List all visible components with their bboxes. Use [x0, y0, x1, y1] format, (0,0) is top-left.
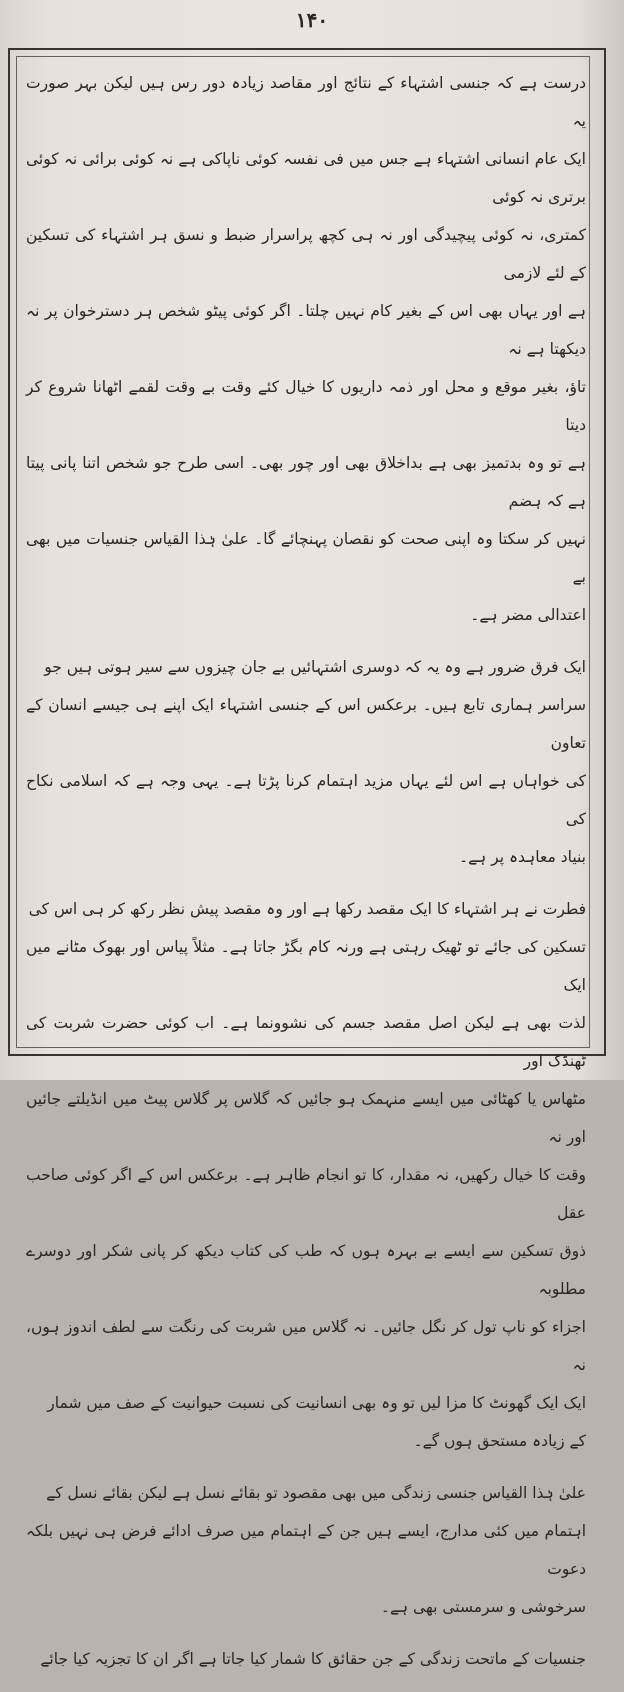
text-line: کے زیادہ مستحق ہوں گے۔ — [413, 1432, 586, 1450]
paragraph-3 — [26, 890, 586, 1460]
text-line: ایک فرق ضرور ہے وہ یہ کہ دوسری اشتہائیں بے جان چیزوں سے سیر ہوتی ہیں جو — [44, 658, 586, 676]
text-line: لذت بھی ہے لیکن اصل مقصد جسم کی نشوونما ہے۔ اب کوئی حضرت شربت کی ٹھنڈک اور — [26, 1014, 586, 1070]
text-line: فطرت نے ہر اشتہاء کا ایک مقصد رکھا ہے اور وہ مقصد پیش نظر رکھ کر ہی اس کی — [28, 900, 586, 918]
page-text — [26, 64, 586, 1692]
text-line: تسکین کی جائے تو ٹھیک رہتی ہے ورنہ کام بگڑ جاتا ہے۔ مثلاً پیاس اور بھوک مٹانے میں ایک — [26, 938, 586, 994]
text-line: اہتمام میں کئی مدارج، ایسے ہیں جن کے اہتمام میں صرف ادائے فرض ہی نہیں بلکہ دعوت — [26, 1522, 586, 1578]
text-line: ایک ایک گھونٹ کا مزا لیں تو وہ بھی انسانیت کی نسبت حیوانیت کے صف میں شمار — [47, 1394, 586, 1412]
text-line: بنیاد معاہدہ پر ہے۔ — [459, 848, 586, 866]
paragraph-4 — [26, 1474, 586, 1626]
text-line: اعتدالی مضر ہے۔ — [470, 606, 586, 624]
paragraph-1 — [26, 64, 586, 634]
text-line: اجزاء کو ناپ تول کر نگل جائیں۔ نہ گلاس میں شربت کی رنگت سے لطف اندوز ہوں، نہ — [26, 1318, 586, 1374]
text-line: سراسر ہماری تابع ہیں۔ برعکس اس کے جنسی اشتہاء ایک اپنے ہی جیسے انسان کے تعاون — [26, 696, 586, 752]
page-number: ۱۴۰ — [295, 8, 329, 32]
text-line: درست ہے کہ جنسی اشتہاء کے نتائج اور مقاصد زیادہ دور رس ہیں لیکن بہر صورت یہ — [26, 74, 586, 130]
text-line: نہیں کر سکتا وہ اپنی صحت کو نقصان پہنچائے گا۔ علیٰ ہٰذا القیاس جنسیات میں بھی بے — [26, 530, 586, 586]
text-line: ایک عام انسانی اشتہاء ہے جس میں فی نفسہ کوئی ناپاکی ہے نہ کوئی برائی نہ کوئی برتری نہ کوئی — [26, 150, 586, 206]
text-line: سرخوشی و سرمستی بھی ہے۔ — [380, 1598, 586, 1616]
text-line: ہے تو وہ بدتمیز بھی ہے بداخلاق بھی اور چور بھی۔ اسی طرح جو شخص اتنا پانی پیتا ہے کہ ہضم — [26, 454, 586, 510]
text-line: علیٰ ہٰذا القیاس جنسی زندگی میں بھی مقصود تو بقائے نسل ہے لیکن بقائے نسل کے — [46, 1484, 586, 1502]
text-line: ذوق تسکین سے ایسے بے بہرہ ہوں کہ طب کی کتاب دیکھ کر پانی شکر اور دوسرے مطلوبہ — [26, 1242, 586, 1298]
text-line: وقت کا خیال رکھیں، نہ مقدار، کا تو انجام ظاہر ہے۔ برعکس اس کے اگر کوئی صاحب عقل — [26, 1166, 586, 1222]
text-line: کمتری، نہ کوئی پیچیدگی اور نہ ہی کچھ پراسرار ضبط و نسق ہر اشتہاء کی تسکین کے لئے لازمی — [26, 226, 586, 282]
text-line: ہے اور یہاں بھی اس کے بغیر کام نہیں چلتا۔ اگر کوئی پیٹو شخص ہر دسترخوان پر نہ دیکھتا ہے نہ — [26, 302, 586, 358]
paragraph-5 — [26, 1640, 586, 1678]
text-line: جنسیات کے ماتحت زندگی کے جن حقائق کا شمار کیا جاتا ہے اگر ان کا تجزیہ کیا جائے — [40, 1650, 586, 1668]
text-line: تاؤ، بغیر موقع و محل اور ذمہ داریوں کا خیال کئے وقت بے وقت لقمے اٹھانا شروع کر دیتا — [26, 378, 586, 434]
text-line: کی خواہاں ہے اس لئے یہاں مزید اہتمام کرنا پڑتا ہے۔ یہی وجہ ہے کہ اسلامی نکاح کی — [26, 772, 586, 828]
text-line: مٹھاس یا کھٹائی میں ایسے منہمک ہو جائیں کہ گلاس پر گلاس پیٹ میں انڈیلتے جائیں اور نہ — [26, 1090, 586, 1146]
paragraph-2 — [26, 648, 586, 876]
